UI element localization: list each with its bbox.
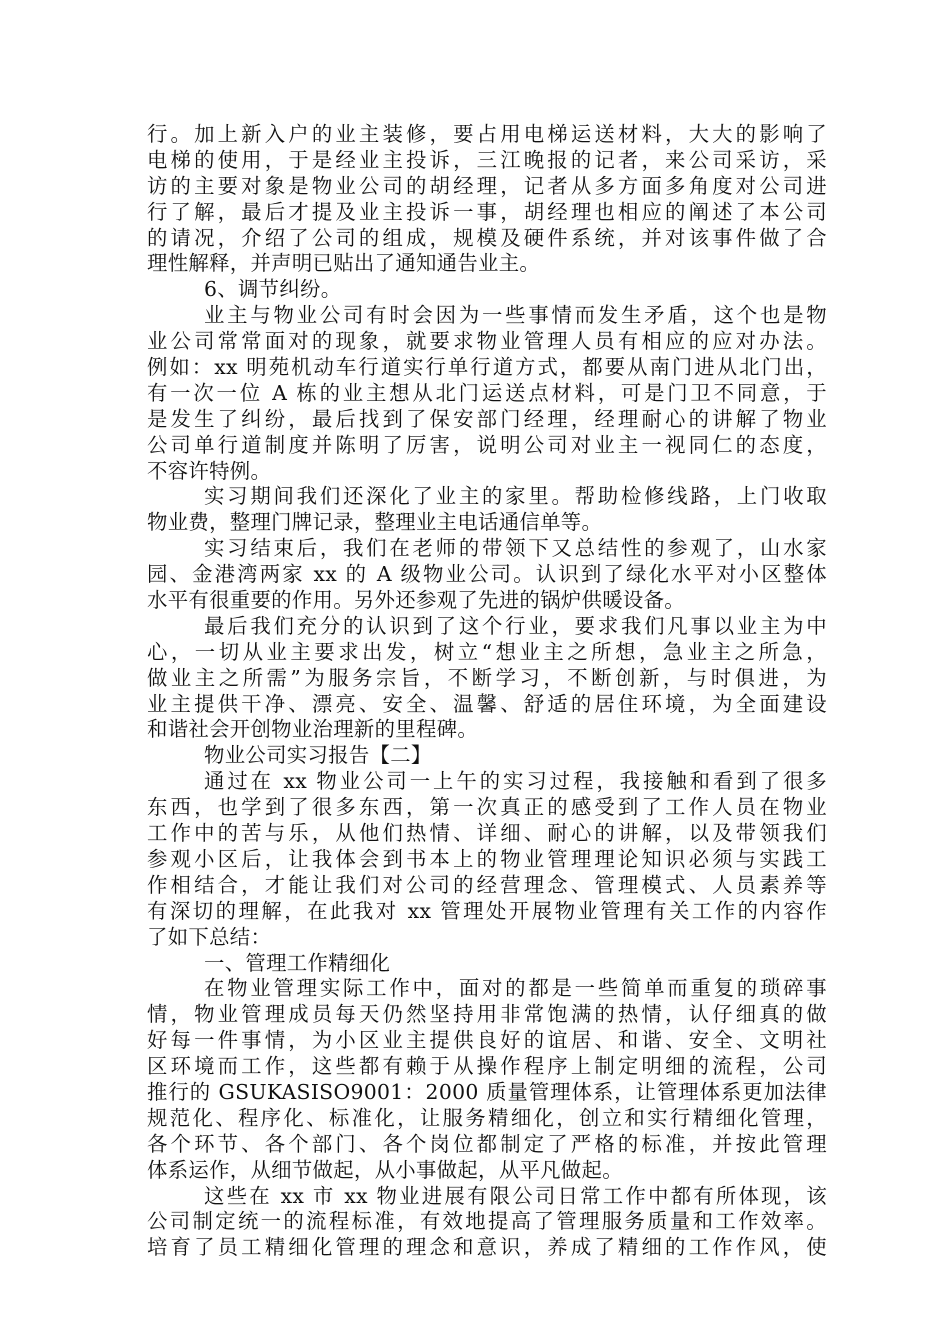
text-line: 公司制定统一的流程标准，有效地提高了管理服务质量和工作效率。 — [147, 1209, 827, 1234]
text-line: 访的主要对象是物业公司的胡经理，记者从多方面多角度对公司进 — [147, 173, 827, 198]
text-line: 不容许特例。 — [147, 458, 272, 483]
text-line: 推行的 GSUKASISO9001：2000 质量管理体系，让管理体系更加法律 — [147, 1079, 827, 1104]
text-line: 园、金港湾两家 xx 的 A 级物业公司。认识到了绿化水平对小区整体 — [147, 562, 827, 587]
text-line: 例如：xx 明苑机动车行道实行单行道方式，都要从南门进从北门出， — [147, 355, 827, 380]
text-line: 东西，也学到了很多东西，第一次真正的感受到了工作人员在物业 — [147, 795, 827, 820]
text-line: 情，物业管理成员每天仍然坚持用非常饱满的热情，认仔细真的做 — [147, 1002, 827, 1027]
text-line: 实习结束后，我们在老师的带领下又总结性的参观了，山水家 — [204, 536, 827, 561]
text-line: 工作中的苦与乐，从他们热情、详细、耐心的讲解，以及带领我们 — [147, 821, 827, 846]
text-line: 6、调节纠纷。 — [204, 277, 342, 302]
text-line: 行了解，最后才提及业主投诉一事，胡经理也相应的阐述了本公司 — [147, 199, 827, 224]
text-line: 实习期间我们还深化了业主的家里。帮助检修线路，上门收取 — [204, 484, 827, 509]
text-line: 做业主之所需”为服务宗旨，不断学习，不断创新，与时俱进，为 — [147, 665, 827, 690]
document-page — [147, 122, 827, 1261]
text-line: 物业费，整理门牌记录，整理业主电话通信单等。 — [147, 510, 603, 535]
text-line: 一、管理工作精细化 — [204, 950, 391, 975]
text-line: 理性解释，并声明已贴出了通知通告业主。 — [147, 251, 541, 276]
text-line: 通过在 xx 物业公司一上午的实习过程，我接触和看到了很多 — [204, 769, 827, 794]
text-line: 这些在 xx 市 xx 物业进展有限公司日常工作中都有所体现，该 — [204, 1183, 827, 1208]
text-line: 电梯的使用，于是经业主投诉，三江晚报的记者，来公司采访，采 — [147, 147, 827, 172]
text-line: 体系运作，从细节做起，从小事做起，从平凡做起。 — [147, 1157, 623, 1182]
text-line: 公司单行道制度并陈明了厉害，说明公司对业主一视同仁的态度， — [147, 432, 827, 457]
text-line: 有深切的理解，在此我对 xx 管理处开展物业管理有关工作的内容作 — [147, 898, 827, 923]
text-line: 物业公司实习报告【二】 — [204, 743, 432, 768]
text-line: 的请况，介绍了公司的组成，规模及硬件系统，并对该事件做了合 — [147, 225, 827, 250]
text-line: 好每一件事情，为小区业主提供良好的谊居、和谐、安全、文明社 — [147, 1028, 827, 1053]
text-line: 参观小区后，让我体会到书本上的物业管理理论知识必须与实践工 — [147, 846, 827, 871]
text-line: 作相结合，才能让我们对公司的经营理念、管理模式、人员素养等 — [147, 872, 827, 897]
text-line: 业公司常常面对的现象，就要求物业管理人员有相应的应对办法。 — [147, 329, 827, 354]
text-line: 心，一切从业主要求出发，树立“想业主之所想，急业主之所急， — [147, 639, 827, 664]
text-line: 是发生了纠纷，最后找到了保安部门经理，经理耐心的讲解了物业 — [147, 406, 827, 431]
text-line: 在物业管理实际工作中，面对的都是一些简单而重复的琐碎事 — [204, 976, 827, 1001]
text-line: 有一次一位 A 栋的业主想从北门运送点材料，可是门卫不同意，于 — [147, 380, 827, 405]
text-line: 各个环节、各个部门、各个岗位都制定了严格的标准，并按此管理 — [147, 1131, 827, 1156]
text-line: 和谐社会开创物业治理新的里程碑。 — [147, 717, 479, 742]
text-line: 业主与物业公司有时会因为一些事情而发生矛盾，这个也是物 — [204, 303, 827, 328]
text-line: 培育了员工精细化管理的理念和意识，养成了精细的工作作风，使 — [147, 1235, 827, 1260]
text-line: 业主提供干净、漂亮、安全、温馨、舒适的居住环境，为全面建设 — [147, 691, 827, 716]
text-line: 区环境而工作，这些都有赖于从操作程序上制定明细的流程，公司 — [147, 1054, 827, 1079]
text-line: 了如下总结： — [147, 924, 272, 949]
text-line: 最后我们充分的认识到了这个行业，要求我们凡事以业主为中 — [204, 613, 827, 638]
text-line: 规范化、程序化、标准化，让服务精细化，创立和实行精细化管理， — [147, 1105, 827, 1130]
text-line: 水平有很重要的作用。另外还参观了先进的锅炉供暖设备。 — [147, 588, 685, 613]
text-line: 行。加上新入户的业主装修，要占用电梯运送材料，大大的影响了 — [147, 122, 827, 146]
